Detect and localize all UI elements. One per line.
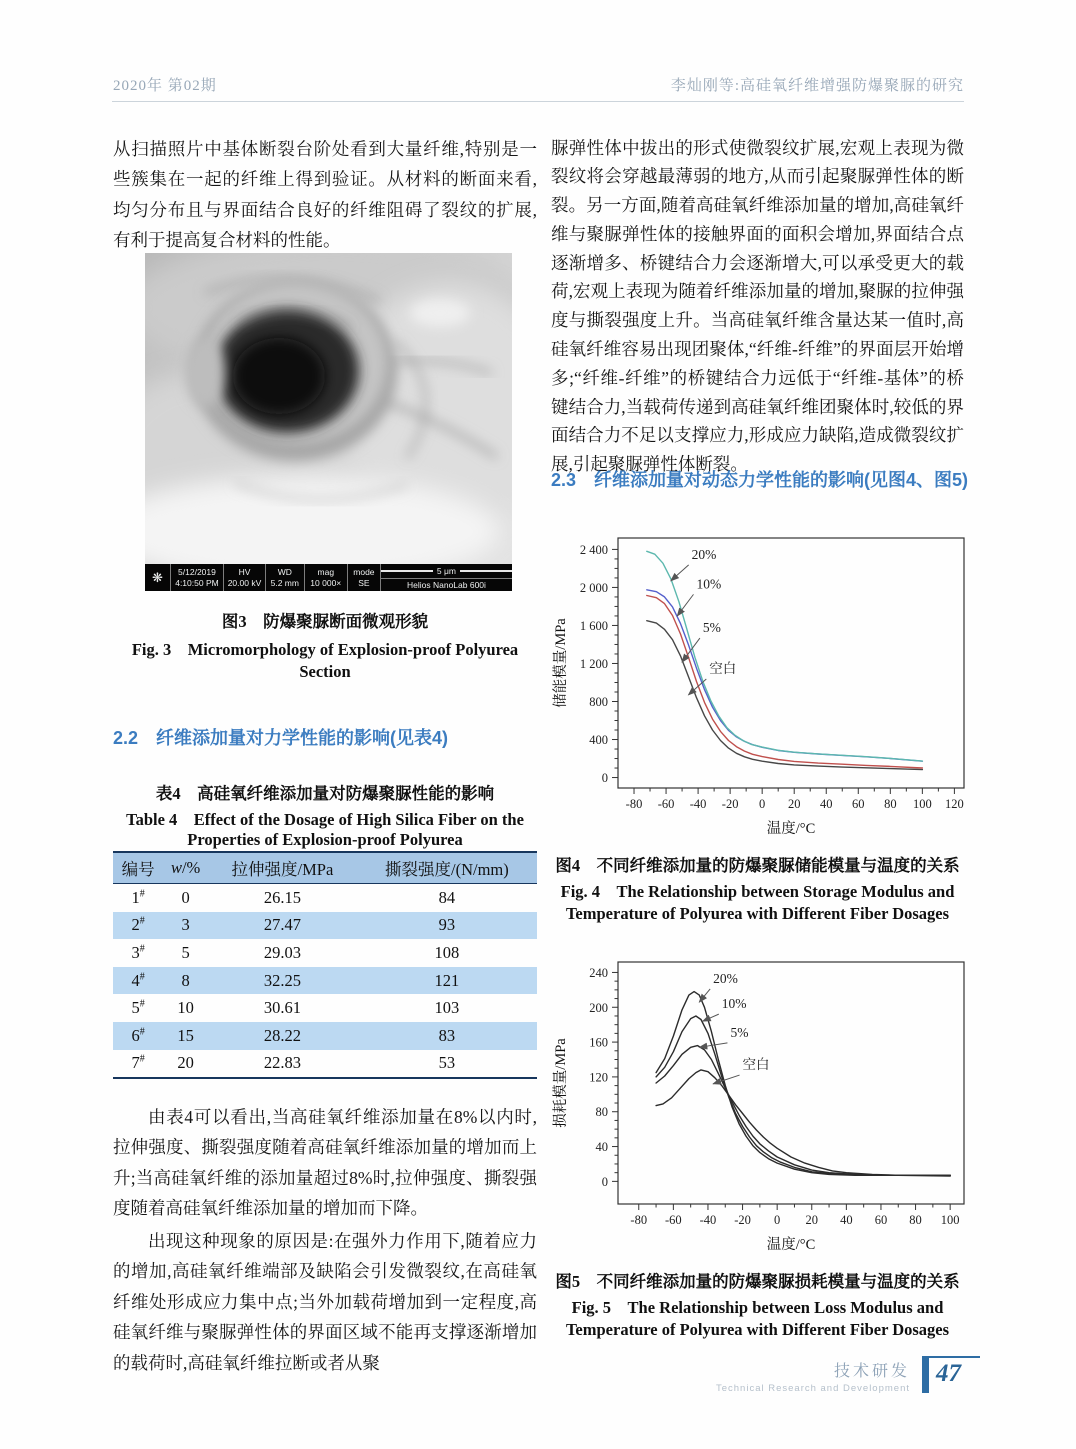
svg-text:10%: 10%: [721, 996, 747, 1012]
svg-text:0: 0: [601, 771, 608, 786]
footer-accent-bar: [922, 1356, 929, 1393]
svg-text:80: 80: [595, 1105, 608, 1120]
footer-section-zh: 技术研发: [833, 1363, 910, 1380]
running-title: 李灿刚等:高硅氧纤维增强防爆聚脲的研究: [670, 78, 964, 94]
svg-text:-40: -40: [699, 1213, 717, 1227]
svg-text:2 000: 2 000: [579, 580, 608, 595]
table-cell: 53: [438, 1053, 456, 1073]
table4-header-cell: 编号: [113, 852, 163, 884]
table-row: [113, 1022, 537, 1050]
paragraph: 脲弹性体中拔出的形式使微裂纹扩展,宏观上表现为微裂纹将会穿越最薄弱的地方,从而引起聚脲弹性体的断裂。另一方面,随着高硅氧纤维添加量的增加,高硅氧纤维与聚脲弹性体的接触界面的面积会增加,界面结合点逐渐增多、桥键结合力会逐渐增大,可以承受更大的载荷,宏观上表现为随着纤维添加量的增加,聚脲的拉伸强度与撕裂强度上升。当高硅氧纤维含量达某一值时,高硅氧纤维容易出现团聚体,“纤维-纤维”的界面层开始增多;“纤维-纤维”的桥键结合力远低于“纤维-基体”的桥键结合力,当载荷传递到高硅氧纤维团聚体时,较低的界面结合力不足以支撑应力,形成应力缺陷,造成微裂纹扩展,引起聚脲弹性体断裂。: [551, 137, 964, 475]
storage-modulus-plot: [548, 522, 978, 850]
svg-text:100: 100: [940, 1213, 960, 1227]
sem-wd: WD 5.2 mm: [265, 564, 304, 591]
table-row: [113, 884, 537, 912]
svg-text:200: 200: [589, 1000, 608, 1015]
table-cell: 10: [177, 998, 194, 1018]
table-cell: 8: [181, 970, 190, 990]
svg-text:-60: -60: [665, 1213, 682, 1227]
figure3-caption-en: Section: [299, 662, 351, 681]
svg-text:5%: 5%: [702, 620, 721, 636]
footer-accent-line: [922, 1356, 980, 1358]
table-row: [113, 967, 537, 995]
table-row: [113, 939, 537, 967]
svg-text:160: 160: [589, 1035, 608, 1050]
svg-text:-80: -80: [630, 1213, 648, 1227]
svg-text:0: 0: [601, 1174, 608, 1189]
table-row: [113, 1050, 537, 1079]
svg-text:20%: 20%: [691, 546, 717, 562]
svg-text:800: 800: [589, 694, 608, 709]
footer-section-en: Technical Research and Development: [715, 1383, 910, 1394]
svg-text:100: 100: [912, 797, 932, 811]
table-cell: 26.15: [263, 887, 301, 907]
table-cell: 5: [181, 942, 190, 962]
table-cell: 6#: [131, 1025, 145, 1045]
svg-text:-60: -60: [657, 797, 675, 811]
svg-text:5%: 5%: [730, 1024, 749, 1040]
table-cell: 108: [434, 942, 460, 962]
figure3-sem: [145, 253, 512, 591]
svg-text:10%: 10%: [696, 576, 722, 592]
svg-text:-40: -40: [689, 797, 707, 811]
table-cell: 29.03: [263, 942, 301, 962]
table-cell: 30.61: [263, 998, 301, 1018]
figure5-caption-en: Fig. 5 The Relationship between Loss Modulus and: [571, 1298, 944, 1317]
svg-text:空白: 空白: [742, 1057, 770, 1073]
svg-text:-80: -80: [625, 797, 643, 811]
svg-text:空白: 空白: [709, 660, 737, 676]
svg-text:温度/°C: 温度/°C: [766, 821, 816, 837]
table-cell: 3: [181, 915, 190, 935]
table4-body: [113, 884, 537, 1079]
figure4-caption-zh: 图4 不同纤维添加量的防爆聚脲储能模量与温度的关系: [555, 856, 960, 875]
figure5-caption-en: Temperature of Polyurea with Different Fiber Dosages: [565, 1320, 950, 1339]
page-number: 47: [936, 1360, 961, 1387]
header-rule: [112, 101, 964, 102]
table4-header-cell: w/%: [163, 852, 208, 884]
table-row: [113, 912, 537, 940]
table-cell: 0: [181, 887, 190, 907]
table-cell: 22.83: [263, 1053, 301, 1073]
table-cell: 83: [438, 1025, 456, 1045]
table-cell: 121: [434, 970, 460, 990]
svg-text:-20: -20: [734, 1213, 751, 1227]
svg-text:120: 120: [945, 797, 964, 811]
paragraph: 出现这种现象的原因是:在强外力作用下,随着应力的增加,高硅氧纤维端部及缺陷会引发微裂纹,在高硅氧纤维处形成应力集中点;当外加载荷增加到一定程度,高硅氧纤维与聚脲弹性体的界面区域不能再支撑逐渐增加的载荷时,高硅氧纤维拉断或者从聚: [113, 1230, 537, 1373]
svg-text:80: 80: [884, 797, 897, 811]
paragraph: 由表4可以看出,当高硅氧纤维添加量在8%以内时,拉伸强度、撕裂强度随着高硅氧纤维添加量的增加而上升;当高硅氧纤维的添加量超过8%时,拉伸强度、撕裂强度随着高硅氧纤维添加量的增加而下降。: [113, 1106, 537, 1219]
table4-header-cell: 拉伸强度/MPa: [208, 852, 357, 884]
figure4-caption-en: Temperature of Polyurea with Different Fiber Dosages: [565, 904, 950, 923]
table-cell: 93: [438, 915, 456, 935]
svg-text:2 400: 2 400: [579, 542, 608, 557]
svg-text:240: 240: [589, 965, 608, 980]
sem-mag: mag 10 000×: [304, 564, 347, 591]
table-cell: 103: [434, 998, 460, 1018]
sem-micrograph-image: [145, 253, 512, 564]
journal-issue: 2020年 第02期: [113, 78, 217, 94]
svg-text:40: 40: [819, 797, 833, 811]
svg-text:120: 120: [589, 1070, 608, 1085]
table-cell: 20: [177, 1053, 194, 1073]
table-cell: 2#: [131, 915, 145, 935]
table-cell: 4#: [131, 970, 145, 990]
svg-text:温度/°C: 温度/°C: [766, 1237, 816, 1253]
section-heading-2-2: 2.2 纤维添加量对力学性能的影响(见表4): [113, 728, 449, 748]
svg-text:1 200: 1 200: [579, 656, 608, 671]
svg-text:0: 0: [774, 1213, 781, 1227]
svg-text:-20: -20: [721, 797, 739, 811]
table-cell: 28.22: [263, 1025, 301, 1045]
table4-header-cell: 撕裂强度/(N/mm): [357, 852, 537, 884]
paragraph: 从扫描照片中基体断裂台阶处看到大量纤维,特别是一些簇集在一起的纤维上得到验证。从材料的断面来看,均匀分布且与界面结合良好的纤维阻碍了裂纹的扩展,有利于提高复合材料的性能。: [113, 138, 537, 251]
svg-text:损耗模量/MPa: 损耗模量/MPa: [553, 1038, 569, 1128]
figure4-caption-en: Fig. 4 The Relationship between Storage Modulus and: [560, 882, 955, 901]
svg-text:40: 40: [840, 1213, 853, 1227]
sem-mode: mode SE: [347, 564, 380, 591]
svg-text:40: 40: [595, 1140, 608, 1155]
svg-text:400: 400: [589, 733, 608, 748]
table-cell: 5#: [131, 998, 145, 1018]
sem-scalebar: [380, 564, 512, 591]
table4: [113, 851, 537, 1079]
figure5-chart: [548, 948, 978, 1271]
figure3-caption-en: Fig. 3 Micromorphology of Explosion-proof Polyurea: [131, 640, 519, 659]
table-cell: 7#: [131, 1053, 145, 1073]
table4-caption-en: Table 4 Effect of the Dosage of High Silica Fiber on the: [126, 810, 524, 829]
svg-text:60: 60: [874, 1213, 888, 1227]
svg-text:80: 80: [909, 1213, 922, 1227]
table-cell: 27.47: [263, 915, 301, 935]
sem-datetime: 5/12/2019 4:10:50 PM: [170, 564, 223, 591]
table-cell: 15: [177, 1025, 194, 1045]
sem-metadata-bar: [145, 564, 512, 591]
sem-hv: HV 20.00 kV: [223, 564, 265, 591]
table-cell: 1#: [131, 887, 145, 907]
table-cell: 32.25: [263, 970, 301, 990]
table-cell: 3#: [131, 942, 145, 962]
scalebar-line: [460, 570, 512, 572]
svg-text:储能模量/MPa: 储能模量/MPa: [553, 618, 569, 708]
section-heading-2-3: 2.3 纤维添加量对动态力学性能的影响(见图4、图5): [551, 470, 969, 490]
svg-text:60: 60: [852, 797, 865, 811]
scalebar-label: 5 μm: [436, 565, 456, 576]
svg-text:20%: 20%: [713, 970, 738, 986]
table4-caption-en: Properties of Explosion-proof Polyurea: [187, 830, 463, 849]
table4-header-row: [113, 852, 537, 884]
svg-text:1 600: 1 600: [579, 618, 608, 633]
figure4-chart: [548, 522, 978, 855]
sem-instrument: Helios NanoLab 600i: [381, 578, 512, 591]
table-row: [113, 994, 537, 1022]
svg-text:20: 20: [805, 1213, 819, 1227]
table4-caption-zh: 表4 高硅氧纤维添加量对防爆聚脲性能的影响: [155, 784, 495, 803]
loss-modulus-plot: [548, 948, 978, 1266]
figure5-caption-zh: 图5 不同纤维添加量的防爆聚脲损耗模量与温度的关系: [555, 1272, 960, 1291]
scalebar-line: [381, 570, 433, 572]
snowflake-icon: ❋: [151, 569, 163, 585]
svg-text:0: 0: [759, 797, 766, 811]
figure3-caption-zh: 图3 防爆聚脲断面微观形貌: [221, 612, 429, 631]
svg-text:20: 20: [787, 797, 801, 811]
table-cell: 84: [438, 887, 456, 907]
